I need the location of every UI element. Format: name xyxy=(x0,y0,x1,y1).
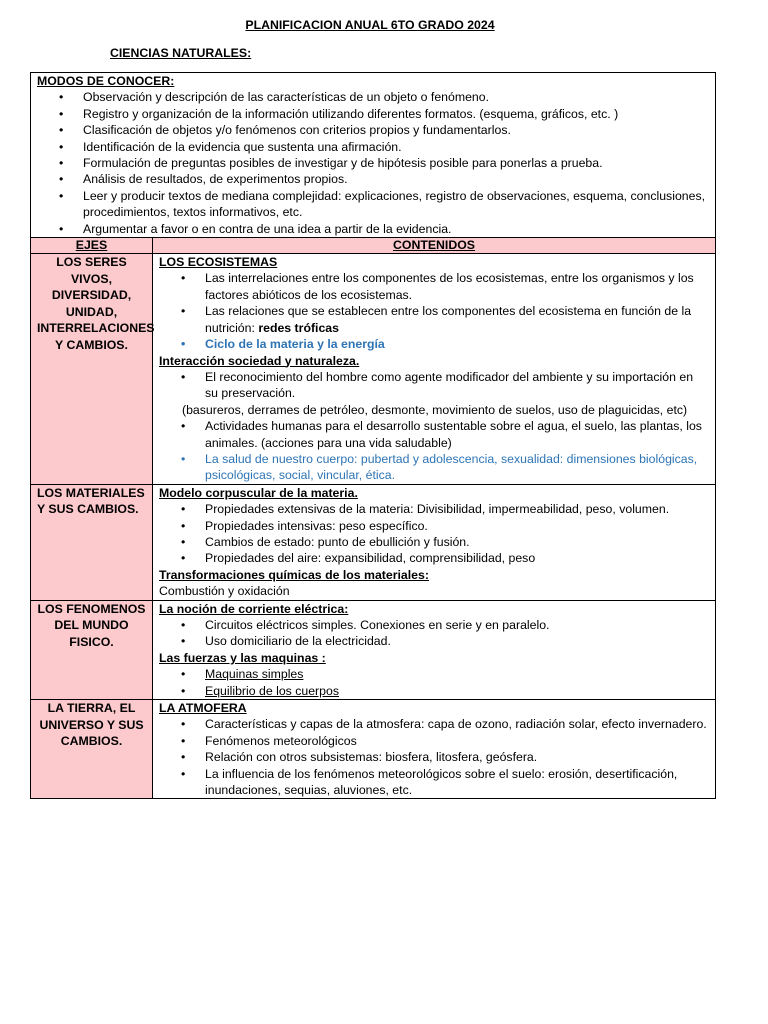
list-item: • Observación y descripción de las características de un objeto o fenómeno. xyxy=(37,89,709,105)
list-item: • La salud de nuestro cuerpo: pubertad y adolescencia, sexualidad: dimensiones biológicas, psicológicas, social, vincular, ética. xyxy=(159,451,709,484)
list-item: • Uso domiciliario de la electricidad. xyxy=(159,633,709,649)
list-item: • Fenómenos meteorológicos xyxy=(159,733,709,749)
list-item: • Relación con otros subsistemas: biosfera, litosfera, geósfera. xyxy=(159,749,709,765)
section-heading: Transformaciones químicas de los materiales: xyxy=(159,567,429,582)
eje-cell: LOS FENOMENOS DEL MUNDO FISICO. xyxy=(31,600,153,699)
list-item: • Análisis de resultados, de experimentos propios. xyxy=(37,171,709,187)
document-title: PLANIFICACION ANUAL 6TO GRADO 2024 xyxy=(245,18,495,32)
content-list xyxy=(159,716,709,798)
content-list xyxy=(159,617,709,650)
list-item: • El reconocimiento del hombre como agente modificador del ambiente y su importación en su preservación. xyxy=(159,369,709,402)
section-materiales xyxy=(31,484,716,600)
list-item: • Equilibrio de los cuerpos xyxy=(159,683,709,699)
list-item xyxy=(159,303,709,336)
section-heading: LOS ECOSISTEMAS xyxy=(159,255,278,270)
section-heading: Interacción sociedad y naturaleza. xyxy=(159,353,360,368)
contenidos-cell xyxy=(153,484,716,600)
item-emphasis: redes tróficas xyxy=(258,320,339,335)
subject-heading: CIENCIAS NATURALES: xyxy=(110,46,252,60)
eje-cell: LOS SERES VIVOS, DIVERSIDAD, UNIDAD, INTERRELACIONES Y CAMBIOS. xyxy=(31,254,153,485)
header-row xyxy=(31,238,716,254)
list-item: • Maquinas simples xyxy=(159,666,709,682)
planning-table xyxy=(30,72,716,799)
list-item: • Clasificación de objetos y/o fenómenos con criterios propios y fundamentarlos. xyxy=(37,122,709,138)
eje-cell: LA TIERRA, EL UNIVERSO Y SUS CAMBIOS. xyxy=(31,700,153,799)
contenidos-cell xyxy=(153,700,716,799)
modos-row xyxy=(31,73,716,238)
section-heading: LA ATMOFERA xyxy=(159,701,247,716)
content-list xyxy=(159,418,709,484)
paragraph: Combustión y oxidación xyxy=(159,584,290,599)
paragraph: (basureros, derrames de petróleo, desmonte, movimiento de suelos, uso de plaguicidas, etc) xyxy=(182,402,688,417)
list-item: • Formulación de preguntas posibles de investigar y de hipótesis posible para ponerlas a prueba. xyxy=(37,155,709,171)
list-item: • Actividades humanas para el desarrollo sustentable sobre el agua, el suelo, las plantas, los animales. (acciones para una vida saludable) xyxy=(159,418,709,451)
content-list xyxy=(159,666,709,699)
list-item: • Registro y organización de la información utilizando diferentes formatos. (esquema, gráficos, etc. ) xyxy=(37,106,709,122)
column-header-ejes: EJES xyxy=(31,238,153,254)
modos-cell xyxy=(31,73,716,238)
content-list xyxy=(159,501,709,567)
modos-list xyxy=(37,89,709,237)
list-item: • Ciclo de la materia y la energía xyxy=(159,336,709,352)
list-item: • Propiedades del aire: expansibilidad, comprensibilidad, peso xyxy=(159,550,709,566)
list-item: • Circuitos eléctricos simples. Conexiones en serie y en paralelo. xyxy=(159,617,709,633)
section-tierra xyxy=(31,700,716,799)
list-item: • Argumentar a favor o en contra de una idea a partir de la evidencia. xyxy=(37,221,709,237)
list-item: • Cambios de estado: punto de ebullición y fusión. xyxy=(159,534,709,550)
list-item: • Identificación de la evidencia que sustenta una afirmación. xyxy=(37,139,709,155)
section-fenomenos xyxy=(31,600,716,699)
section-heading: Las fuerzas y las maquinas : xyxy=(159,650,326,665)
modos-heading: MODOS DE CONOCER: xyxy=(37,74,175,88)
list-item: • La influencia de los fenómenos meteorológicos sobre el suelo: erosión, desertificación, inundaciones, sequias, aluviones, etc. xyxy=(159,766,709,799)
list-item: • Características y capas de la atmosfera: capa de ozono, radiación solar, efecto invernadero. xyxy=(159,716,709,732)
content-list xyxy=(159,270,709,352)
section-heading: Modelo corpuscular de la materia. xyxy=(159,485,358,500)
column-header-contenidos: CONTENIDOS xyxy=(153,238,716,254)
list-item: • Las interrelaciones entre los componentes de los ecosistemas, entre los organismos y los factores abióticos de los ecosistemas. xyxy=(159,270,709,303)
section-seres-vivos xyxy=(31,254,716,485)
item-text: Las relaciones que se establecen entre los componentes del ecosistema en función de la nutrición: xyxy=(205,304,692,335)
eje-cell: LOS MATERIALES Y SUS CAMBIOS. xyxy=(31,484,153,600)
contenidos-cell xyxy=(153,254,716,485)
list-item: • Propiedades extensivas de la materia: Divisibilidad, impermeabilidad, peso, volumen. xyxy=(159,501,709,517)
section-heading: La noción de corriente eléctrica: xyxy=(159,601,349,616)
list-item: • Propiedades intensivas: peso específico. xyxy=(159,518,709,534)
list-item: • Leer y producir textos de mediana complejidad: explicaciones, registro de observaciones, esquema, conclusiones, procedimientos, textos informativos, etc. xyxy=(37,188,709,221)
contenidos-cell xyxy=(153,600,716,699)
content-list xyxy=(159,369,709,402)
